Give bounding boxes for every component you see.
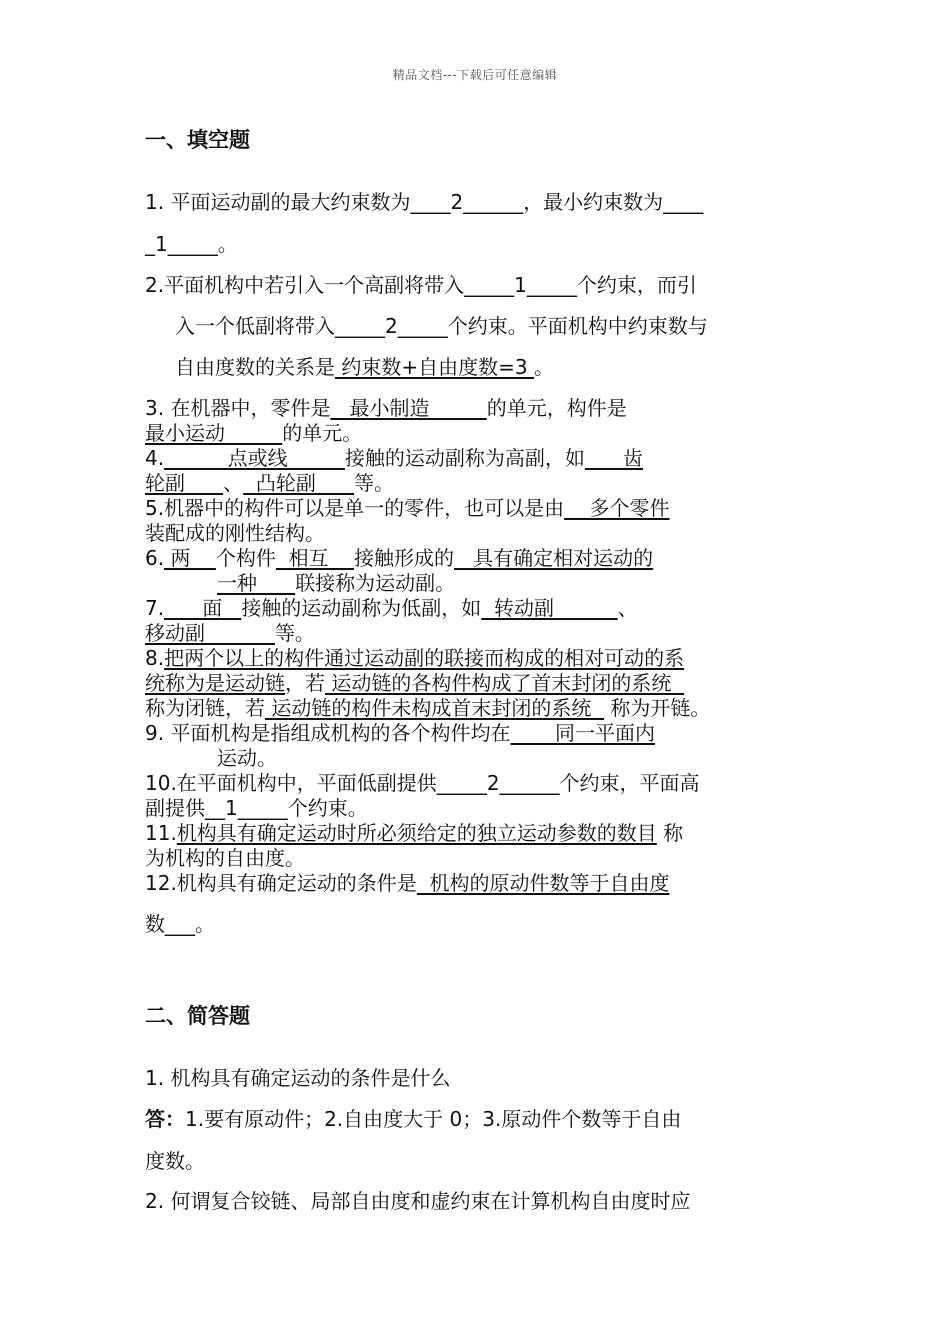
question-text: 10.在平面机构中，平面低副提供 [145,771,437,795]
answer-underlined: 机构的原动件数等于自由度 [416,871,670,895]
question-text: 等。 [274,621,315,645]
question-5-line-1 [145,496,670,520]
question-text: 的单元。 [282,421,363,445]
question-text: 、 [617,596,638,620]
question-text: 称为闭链，若 [145,696,265,720]
answer-underlined: 把两个以上的构件通过运动副的联接而构成的相对可动的系 [164,646,685,670]
answer-underlined: 运动链的构件未构成首末封闭的系统 [265,696,605,720]
question-text: 为机构的自由度。 [145,846,305,870]
question-text: 个约束，平面高 [559,771,700,795]
answer-underlined: 一种 [217,571,296,595]
answer-underlined: 移动副 [145,621,275,645]
question-1-line-2 [145,232,238,257]
answer-blank: __1_____ [205,796,288,820]
answer-underlined: 两 [164,546,216,570]
question-2-line-2 [145,314,708,339]
answer-underlined: 具有确定相对运动的 [454,546,654,570]
question-2-line-3 [145,355,554,380]
question-6-line-2 [145,571,455,595]
answer-text: 1.要有原动件；2.自由度大于 0；3.原动件个数等于自由 [185,1107,682,1131]
question-text: 入一个低副将带入 [175,314,335,338]
answer-underlined: 最小运动 [145,421,283,445]
answer-underlined: 凸轮副 [243,471,355,495]
question-text: 。 [533,355,554,379]
answer-blank: _____1_____ [464,273,577,297]
short-question-1: 1. 机构具有确定运动的条件是什么 [145,1066,451,1090]
question-text: 3. 在机器中，零件是 [145,396,331,420]
answer-underlined: 机构具有确定运动时所必须给定的独立运动参数的数目 [176,821,657,845]
question-text: 11. [145,821,177,845]
question-3-line-1 [145,396,627,420]
question-text: 称 [656,821,684,845]
question-text: 4. [145,446,165,470]
question-text: 自由度数的关系是 [175,355,335,379]
question-text: 运动。 [217,746,277,770]
answer-blank: _____2_____ [335,314,448,338]
question-7-line-2 [145,621,315,645]
question-2-line-1 [145,273,697,298]
short-question-2: 2. 何谓复合铰链、局部自由度和虚约束在计算机构自由度时应 [145,1189,691,1213]
short-answer-1-line-2: 度数。 [145,1149,205,1173]
question-text: 接触形成的 [354,546,455,570]
question-text: 装配成的刚性结构。 [145,521,325,545]
question-text: 联接称为运动副。 [295,571,456,595]
question-text: 接触的运动副称为低副，如 [241,596,482,620]
answer-blank: ____2______ [410,190,524,214]
question-text: 1. 平面运动副的最大约束数为 [145,190,411,214]
question-text: 、 [223,471,244,495]
question-text: 的单元，构件是 [486,396,627,420]
question-8-line-2 [145,671,684,695]
question-text: 12.机构具有确定运动的条件是 [145,871,417,895]
question-8-line-3 [145,696,710,720]
answer-label: 答： [145,1107,185,1131]
answer-underlined: 点或线 [164,446,345,470]
answer-blank: 数___ [145,912,195,936]
question-text: 。 [195,912,215,936]
answer-underlined: 面 [164,596,242,620]
question-10-line-2 [145,796,368,820]
question-text: 8. [145,646,165,670]
question-9-line-2 [145,746,277,770]
answer-underlined: 齿 [584,446,644,470]
question-text: 2.平面机构中若引入一个高副将带入 [145,273,465,297]
question-7-line-1 [145,596,638,620]
question-11-line-1 [145,821,683,845]
question-text: 副提供 [145,796,205,820]
question-5-line-2 [145,521,325,545]
question-12-line-1 [145,871,670,895]
question-4-line-1 [145,446,643,470]
question-text: ，最小约束数为 [523,190,664,214]
question-1-line-1 [145,190,703,215]
question-12-line-2 [145,912,215,936]
answer-underlined: 约束数+自由度数=3 [335,355,534,379]
question-3-line-2 [145,421,362,445]
question-4-line-2 [145,471,394,495]
section-title-fill-blank: 一、填空题 [145,128,250,152]
question-text: 个构件 [215,546,276,570]
answer-underlined: 最小制造 [330,396,487,420]
question-9-line-1 [145,721,655,745]
question-text: 9. 平面机构是指组成机构的各个构件均在 [145,721,511,745]
question-text: 等。 [354,471,395,495]
question-text: 个约束。平面机构中约束数与 [447,314,708,338]
answer-blank: _1_____ [145,232,218,256]
question-text: 个约束。 [287,796,368,820]
question-8-line-1 [145,646,684,670]
answer-underlined: 转动副 [481,596,618,620]
question-11-line-2 [145,846,305,870]
question-text: 。 [217,232,238,256]
question-text: 个约束，而引 [576,273,697,297]
question-text: 称为开链。 [604,696,711,720]
page-header: 精品文档---下载后可任意编辑 [392,68,558,82]
answer-underlined: 轮副 [145,471,224,495]
question-text: 7. [145,596,165,620]
answer-blank: _____2______ [436,771,560,795]
question-text: 5.机器中的构件可以是单一的零件，也可以是由 [145,496,565,520]
question-text: ，若 [285,671,325,695]
answer-underlined: 相互 [275,546,355,570]
answer-underlined: 运动链的各构件构成了首末封闭的系统 [325,671,685,695]
question-6-line-1 [145,546,653,570]
section-title-short-answer: 二、简答题 [145,1004,250,1028]
question-text: 接触的运动副称为高副，如 [344,446,585,470]
answer-blank: ____ [663,190,704,214]
question-text: 6. [145,546,165,570]
answer-underlined: 统称为是运动链 [145,671,285,695]
short-answer-1-line-1 [145,1107,681,1132]
answer-underlined: 同一平面内 [510,721,655,745]
question-10-line-1 [145,771,700,795]
answer-underlined: 多个零件 [564,496,670,520]
